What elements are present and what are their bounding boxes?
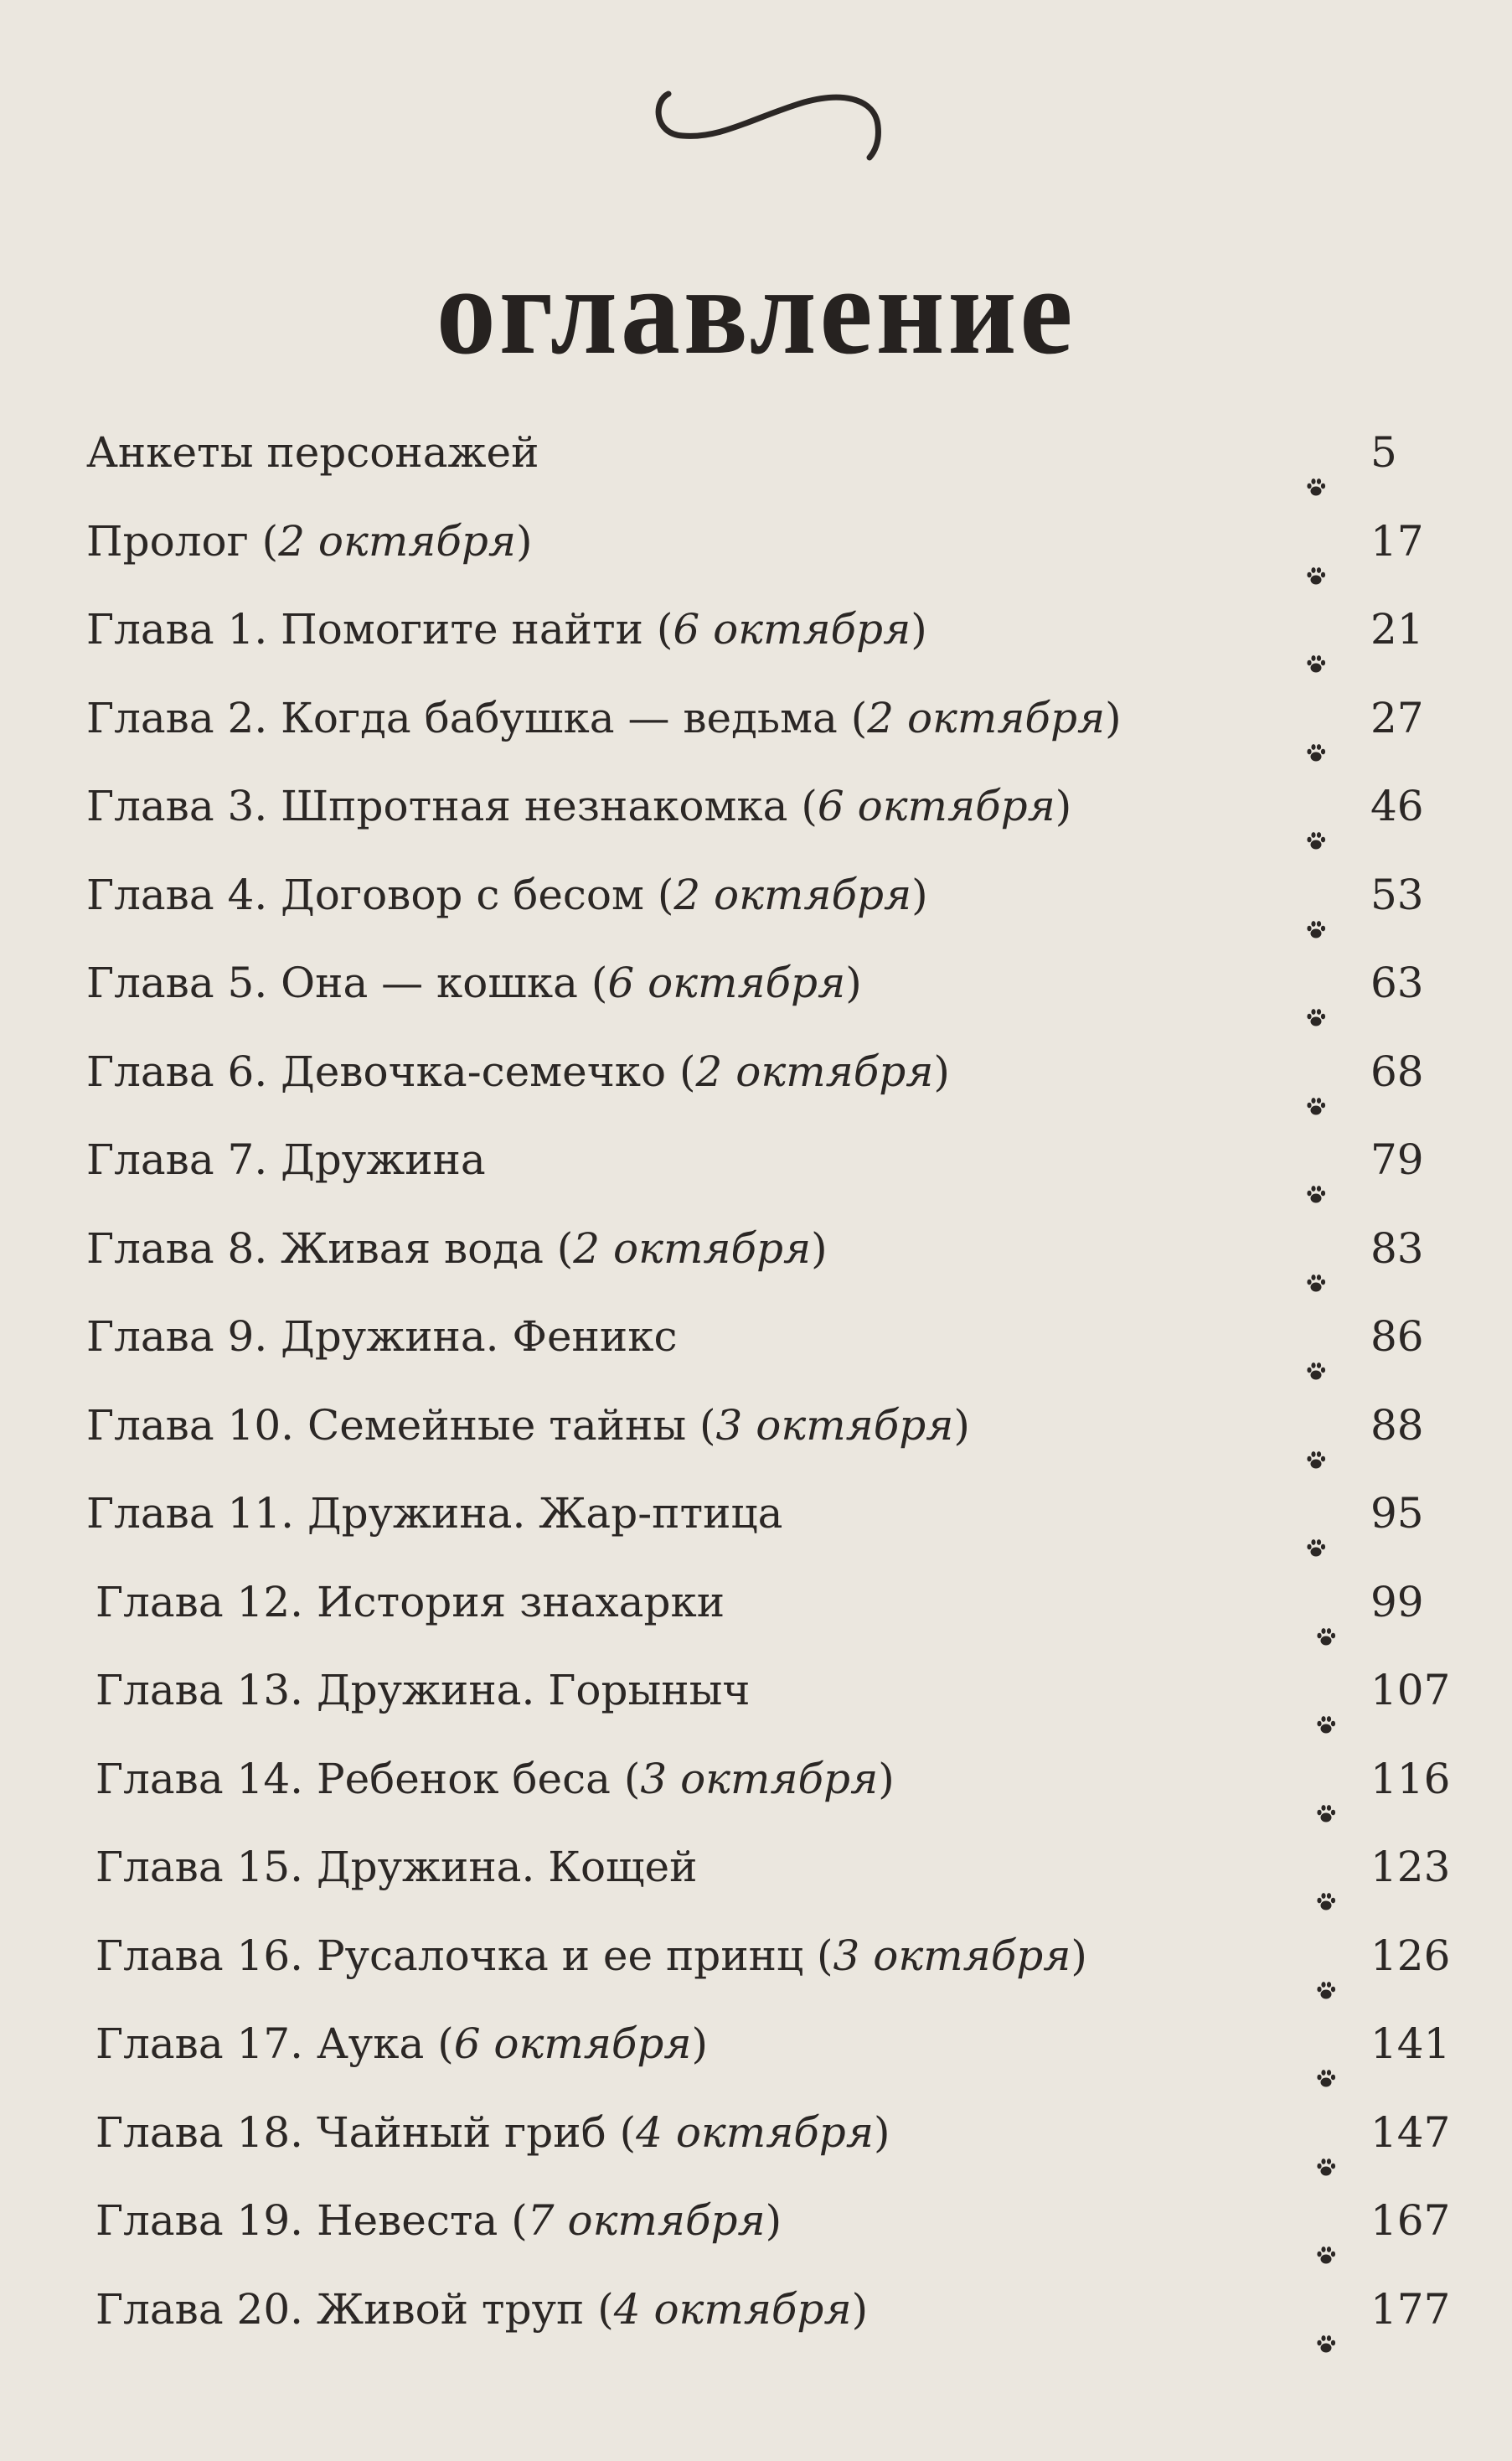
entry-title [95, 1735, 895, 1824]
toc-entry [0, 498, 1512, 587]
entry-title [95, 2177, 782, 2266]
paw-icon [1305, 1237, 1327, 1259]
paw-icon [1305, 441, 1327, 463]
paw-icon [1305, 1060, 1327, 1082]
entry-title [95, 2000, 708, 2089]
entry-page-number: 167 [1370, 2196, 1451, 2245]
toc-entry [0, 675, 1512, 763]
toc-entry [0, 939, 1512, 1028]
paw-icon [1305, 794, 1327, 816]
entry-title-text: Глава 19. Невеста [95, 2196, 512, 2245]
toc-entry [0, 1116, 1512, 1205]
entry-date: ( 2 октября ) [262, 517, 533, 566]
entry-title [86, 763, 1071, 851]
entry-title-text: Пролог [86, 516, 262, 566]
entry-title-text: Глава 16. Русалочка и ее принц [95, 1931, 818, 1980]
entry-title-text: Глава 13. Дружина. Горыныч [95, 1666, 751, 1714]
entry-title-text: Глава 20. Живой труп [95, 2284, 598, 2334]
table-of-contents [0, 409, 1512, 2354]
toc-entry [0, 1205, 1512, 1294]
entry-title-text: Глава 12. История знахарки [95, 1577, 725, 1626]
entry-page-number: 116 [1370, 1754, 1451, 1803]
entry-title-text: Глава 7. Дружина [86, 1135, 486, 1184]
toc-entry [0, 763, 1512, 851]
entry-title-text: Анкеты персонажей [86, 428, 539, 477]
entry-page-number: 141 [1370, 2019, 1451, 2068]
entry-page-number: 68 [1370, 1047, 1424, 1096]
paw-icon [1315, 1767, 1337, 1789]
entry-date: ( 2 октября ) [679, 1047, 950, 1096]
entry-title-text: Глава 9. Дружина. Феникс [86, 1312, 678, 1361]
entry-date: ( 6 октября ) [657, 605, 927, 654]
entry-title-text: Глава 18. Чайный гриб [95, 2107, 620, 2157]
entry-date: ( 3 октября ) [624, 1755, 895, 1803]
entry-title-text: Глава 6. Девочка-семечко [86, 1047, 680, 1096]
entry-page-number: 17 [1370, 516, 1424, 566]
toc-entry [0, 1647, 1512, 1735]
entry-title-text: Глава 1. Помогите найти [86, 605, 657, 654]
paw-icon [1305, 706, 1327, 728]
entry-date: ( 2 октября ) [557, 1224, 828, 1273]
entry-title [86, 409, 539, 498]
entry-date: ( 6 октября ) [801, 782, 1071, 830]
entry-title-text: Глава 8. Живая вода [86, 1223, 557, 1273]
entry-title [86, 1116, 486, 1205]
entry-title [95, 1912, 1087, 2001]
entry-title [86, 498, 533, 587]
entry-page-number: 46 [1370, 782, 1424, 830]
paw-icon [1305, 1148, 1327, 1170]
entry-page-number: 63 [1370, 959, 1424, 1007]
entry-title-text: Глава 17. Аука [95, 2019, 438, 2068]
entry-title-text: Глава 14. Ребенок беса [95, 1754, 624, 1803]
entry-title-text: Глава 15. Дружина. Кощей [95, 1843, 698, 1891]
toc-entry [0, 851, 1512, 940]
entry-date: ( 7 октября ) [511, 2196, 782, 2245]
entry-title [86, 586, 927, 675]
paw-icon [1315, 2032, 1337, 2054]
entry-title [86, 1028, 950, 1117]
paw-icon [1315, 1590, 1337, 1612]
entry-page-number: 83 [1370, 1223, 1424, 1273]
toc-entry [0, 1470, 1512, 1559]
entry-title [86, 1382, 970, 1471]
entry-title [95, 1647, 750, 1735]
entry-date: ( 4 октября ) [620, 2108, 890, 2157]
entry-page-number: 88 [1370, 1400, 1424, 1450]
paw-icon [1305, 618, 1327, 639]
entry-page-number: 99 [1370, 1577, 1424, 1626]
entry-date: ( 3 октября ) [699, 1401, 970, 1450]
entry-date: ( 3 октября ) [817, 1931, 1087, 1980]
paw-icon [1315, 2298, 1337, 2319]
paw-icon [1315, 1944, 1337, 1966]
paw-icon [1315, 1855, 1337, 1877]
entry-title [95, 1823, 697, 1912]
entry-title-text: Глава 10. Семейные тайны [86, 1400, 700, 1450]
entry-title [95, 2089, 890, 2178]
toc-entry [0, 1382, 1512, 1471]
toc-entry [0, 1912, 1512, 2001]
toc-entry [0, 2177, 1512, 2266]
entry-title-text: Глава 2. Когда бабушка — ведьма [86, 693, 851, 742]
toc-entry [0, 1559, 1512, 1647]
entry-page-number: 79 [1370, 1135, 1424, 1184]
paw-icon [1315, 2121, 1337, 2143]
entry-title [86, 675, 1122, 763]
entry-title-text: Глава 5. Она — кошка [86, 959, 591, 1007]
toc-entry [0, 1293, 1512, 1382]
entry-page-number: 27 [1370, 693, 1424, 742]
paw-icon [1315, 2209, 1337, 2231]
entry-page-number: 147 [1370, 2107, 1451, 2157]
paw-icon [1305, 1414, 1327, 1435]
entry-title-text: Глава 3. Шпротная незнакомка [86, 782, 802, 830]
entry-page-number: 107 [1370, 1666, 1451, 1714]
toc-entry [0, 1028, 1512, 1117]
entry-title [86, 1293, 677, 1382]
entry-page-number: 5 [1370, 428, 1397, 477]
entry-date: ( 6 октября ) [591, 959, 862, 1007]
paw-icon [1305, 883, 1327, 905]
paw-icon [1305, 1502, 1327, 1523]
entry-title [86, 939, 862, 1028]
entry-title-text: Глава 4. Договор с бесом [86, 870, 658, 919]
entry-page-number: 123 [1370, 1843, 1451, 1891]
entry-date: ( 2 октября ) [658, 871, 928, 919]
toc-entry [0, 2000, 1512, 2089]
entry-page-number: 95 [1370, 1489, 1424, 1538]
swash-ornament-icon [645, 84, 963, 184]
paw-icon [1305, 971, 1327, 993]
entry-date: ( 4 октября ) [597, 2285, 868, 2334]
entry-page-number: 126 [1370, 1931, 1451, 1980]
entry-page-number: 53 [1370, 870, 1424, 919]
toc-entry [0, 586, 1512, 675]
entry-date: ( 2 октября ) [851, 694, 1122, 742]
toc-entry [0, 2266, 1512, 2355]
entry-page-number: 86 [1370, 1312, 1424, 1361]
paw-icon [1305, 1325, 1327, 1347]
entry-title [86, 851, 928, 940]
entry-date: ( 6 октября ) [437, 2019, 708, 2068]
toc-entry [0, 1823, 1512, 1912]
entry-title [86, 1205, 828, 1294]
entry-title [95, 1559, 725, 1647]
page-title: оглавление [436, 240, 1076, 380]
entry-title [86, 1470, 782, 1559]
paw-icon [1315, 1678, 1337, 1700]
toc-entry [0, 2089, 1512, 2178]
entry-title [95, 2266, 868, 2355]
entry-page-number: 21 [1370, 605, 1424, 654]
entry-title-text: Глава 11. Дружина. Жар-птица [86, 1489, 783, 1538]
paw-icon [1305, 530, 1327, 551]
entry-page-number: 177 [1370, 2284, 1451, 2334]
toc-entry [0, 1735, 1512, 1824]
toc-entry [0, 409, 1512, 498]
